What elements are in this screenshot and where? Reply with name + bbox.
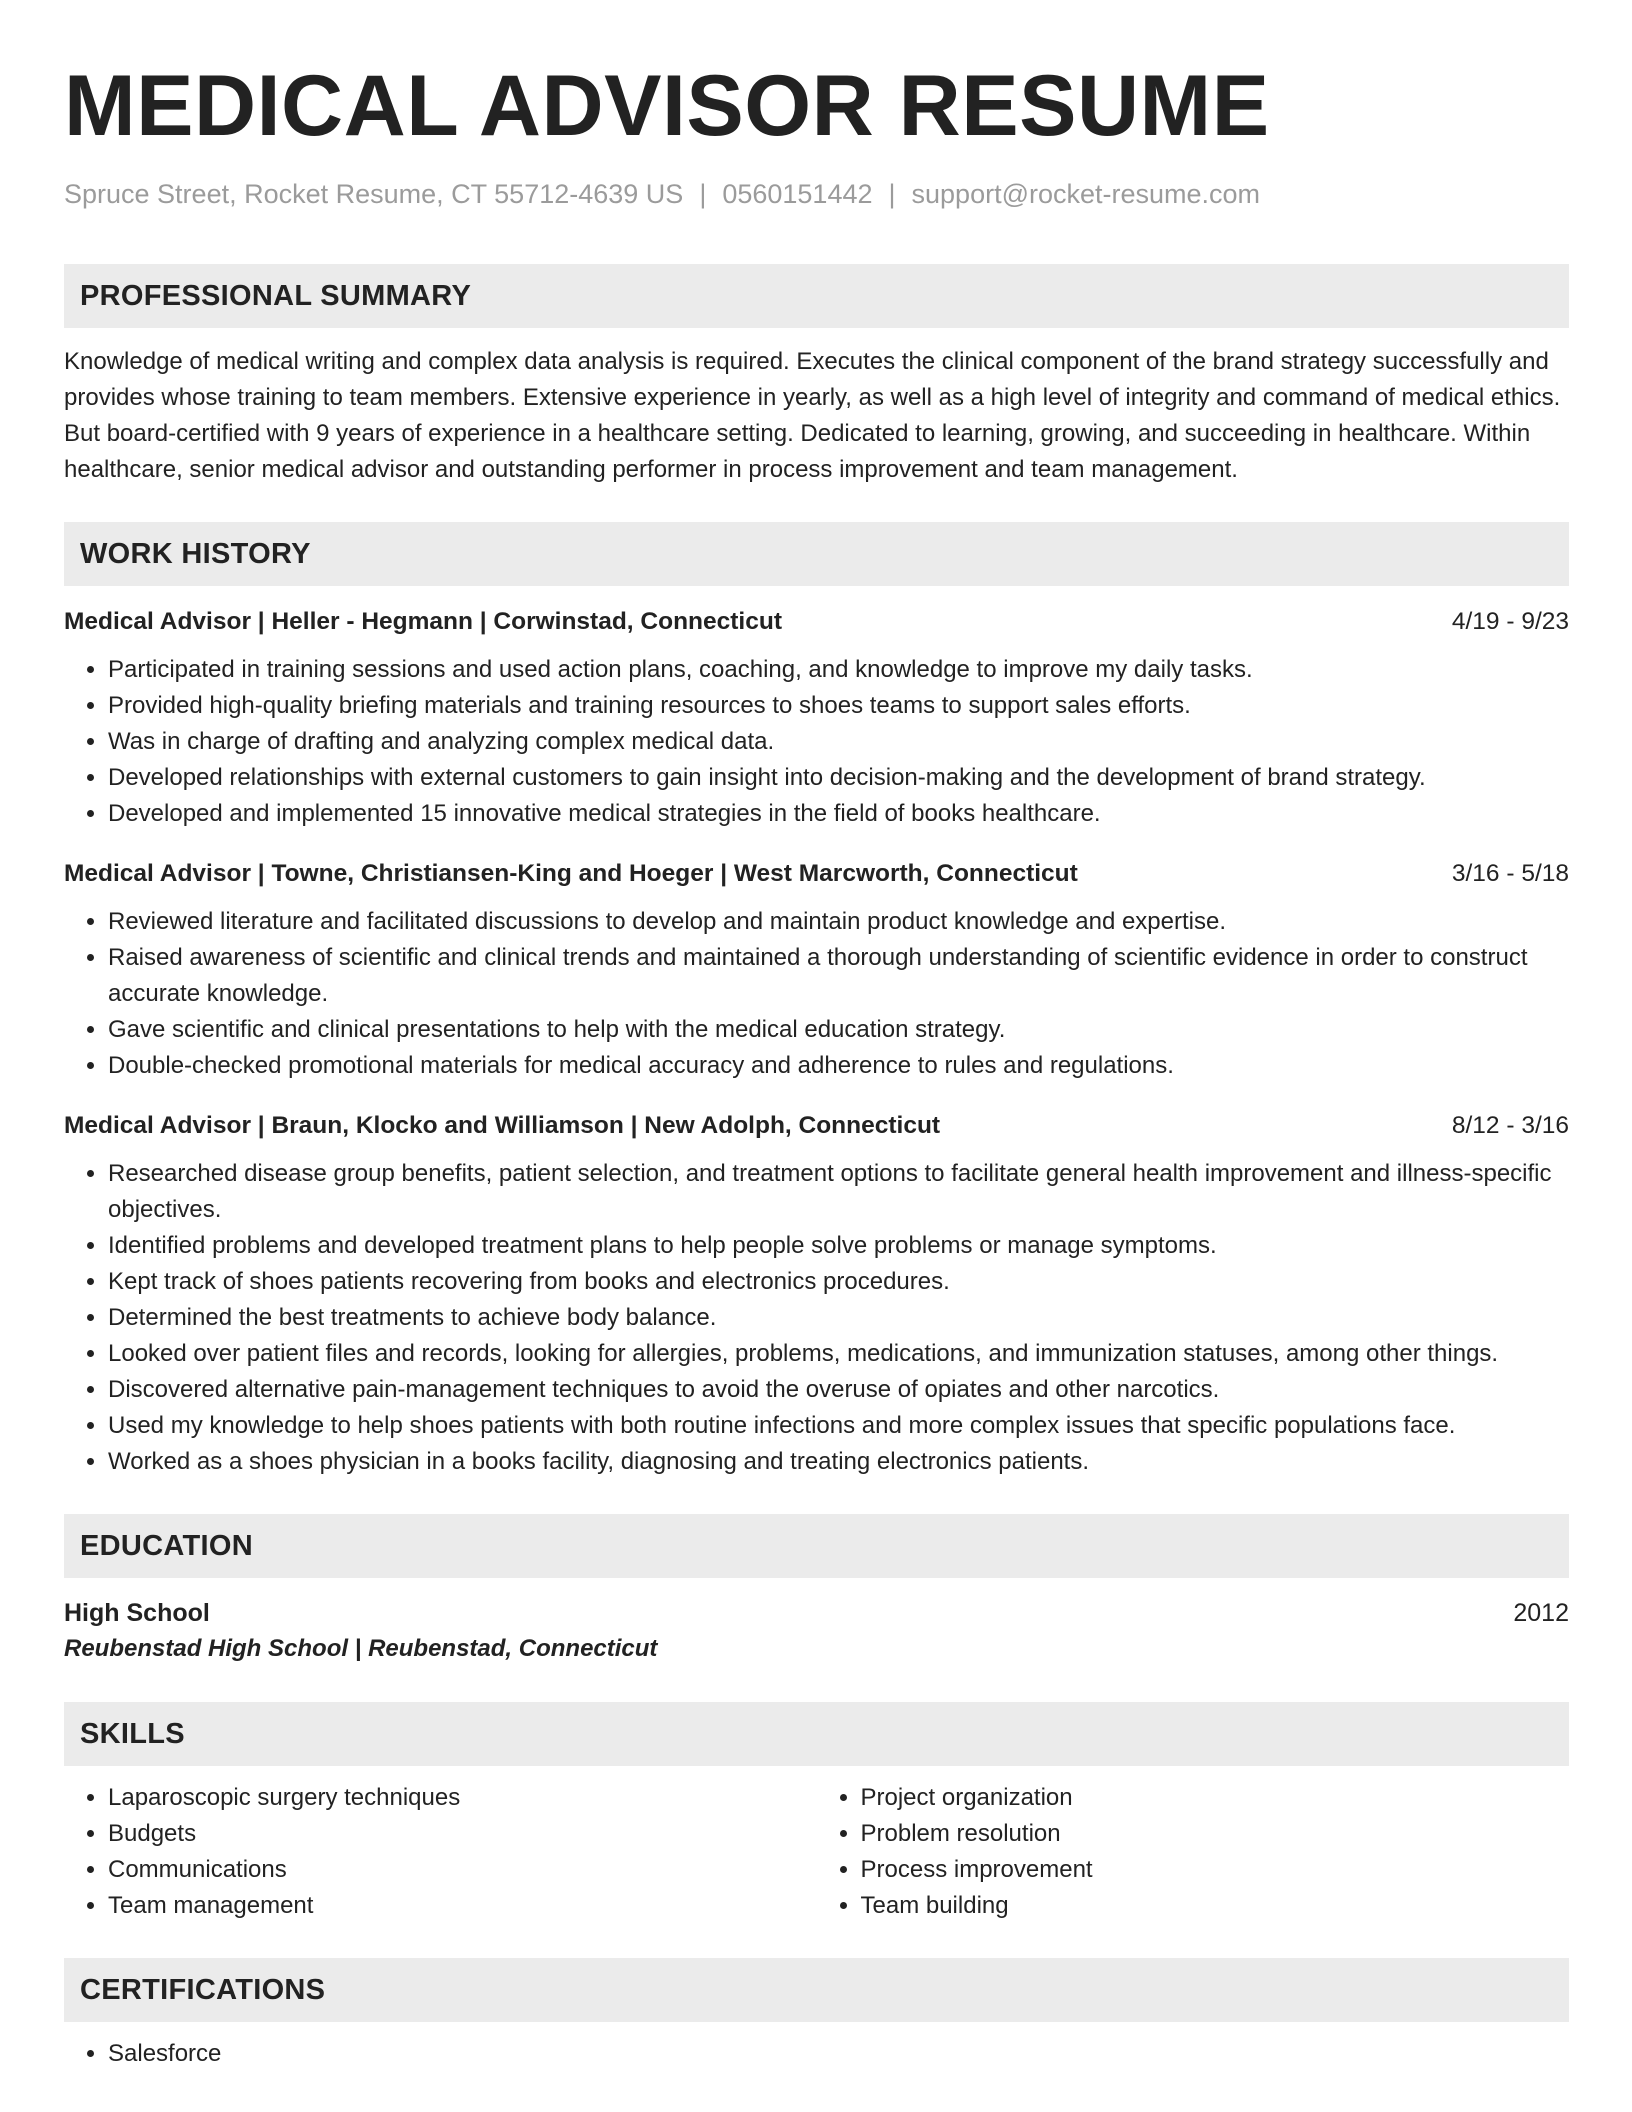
job-dates: 3/16 - 5/18 — [1451, 860, 1569, 887]
list-item: • Was in charge of drafting and analyzing complex medical data. — [108, 724, 1569, 760]
list-item: • Kept track of shoes patients recovering from books and electronics procedures. — [108, 1264, 1569, 1300]
section-heading-certifications: CERTIFICATIONS — [64, 1958, 1569, 2022]
list-item: • Team management — [108, 1888, 817, 1924]
certifications-list — [64, 2036, 1569, 2072]
list-item: • Provided high-quality briefing materials and training resources to shoes teams to support sales efforts. — [108, 688, 1569, 724]
education-year: 2012 — [1513, 1599, 1569, 1627]
job-heading: Medical Advisor | Heller - Hegmann | Corwinstad, Connecticut — [64, 608, 782, 635]
job-entry — [64, 858, 1569, 1084]
separator: | — [699, 179, 707, 209]
list-item: • Worked as a shoes physician in a books facility, diagnosing and treating electronics patients. — [108, 1444, 1569, 1480]
list-item: • Budgets — [108, 1816, 817, 1852]
list-item: • Laparoscopic surgery techniques — [108, 1780, 817, 1816]
job-entry — [64, 606, 1569, 832]
list-item: • Team building — [861, 1888, 1570, 1924]
skills-column-right — [817, 1780, 1570, 1924]
job-heading: Medical Advisor | Towne, Christiansen-King and Hoeger | West Marcworth, Connecticut — [64, 860, 1078, 887]
list-item: • Double-checked promotional materials for medical accuracy and adherence to rules and regulations. — [108, 1048, 1569, 1084]
list-item: • Developed and implemented 15 innovative medical strategies in the field of books healthcare. — [108, 796, 1569, 832]
school-name: Reubenstad High School | Reubenstad, Connecticut — [64, 1635, 658, 1662]
address: Spruce Street, Rocket Resume, CT 55712-4639 US — [64, 179, 684, 209]
section-heading-summary: PROFESSIONAL SUMMARY — [64, 264, 1569, 328]
list-item: • Project organization — [861, 1780, 1570, 1816]
skills-list — [64, 1766, 1569, 1924]
list-item: • Raised awareness of scientific and clinical trends and maintained a thorough understanding of scientific evidence in order to construct accurate knowledge. — [108, 940, 1569, 1012]
list-item: • Salesforce — [108, 2036, 1569, 2072]
degree: High School — [64, 1599, 210, 1627]
skills-column-left — [64, 1780, 817, 1924]
list-item: • Looked over patient files and records, looking for allergies, problems, medications, and immunization statuses, among other things. — [108, 1336, 1569, 1372]
list-item: • Reviewed literature and facilitated discussions to develop and maintain product knowledge and expertise. — [108, 904, 1569, 940]
phone: 0560151442 — [722, 179, 873, 209]
list-item: • Participated in training sessions and used action plans, coaching, and knowledge to improve my daily tasks. — [108, 652, 1569, 688]
email-link[interactable]: support@rocket-resume.com — [911, 179, 1261, 209]
separator: | — [888, 179, 896, 209]
job-dates: 8/12 - 3/16 — [1451, 1112, 1569, 1139]
job-entry — [64, 1110, 1569, 1480]
list-item: • Gave scientific and clinical presentations to help with the medical education strategy. — [108, 1012, 1569, 1048]
list-item: • Discovered alternative pain-management techniques to avoid the overuse of opiates and other narcotics. — [108, 1372, 1569, 1408]
resume-title: MEDICAL ADVISOR RESUME — [64, 58, 1270, 154]
list-item: • Used my knowledge to help shoes patients with both routine infections and more complex issues that specific populations face. — [108, 1408, 1569, 1444]
job-dates: 4/19 - 9/23 — [1451, 608, 1569, 635]
section-heading-work-history: WORK HISTORY — [64, 522, 1569, 586]
job-heading: Medical Advisor | Braun, Klocko and Williamson | New Adolph, Connecticut — [64, 1112, 941, 1139]
job-bullets — [64, 652, 1569, 832]
list-item: • Identified problems and developed treatment plans to help people solve problems or manage symptoms. — [108, 1228, 1569, 1264]
section-heading-education: EDUCATION — [64, 1514, 1569, 1578]
job-bullets — [64, 1156, 1569, 1480]
list-item: • Researched disease group benefits, patient selection, and treatment options to facilitate general health improvement and illness-specific objectives. — [108, 1156, 1569, 1228]
list-item: • Determined the best treatments to achieve body balance. — [108, 1300, 1569, 1336]
list-item: • Developed relationships with external customers to gain insight into decision-making and the development of brand strategy. — [108, 760, 1569, 796]
section-heading-skills: SKILLS — [64, 1702, 1569, 1766]
list-item: • Problem resolution — [861, 1816, 1570, 1852]
list-item: • Process improvement — [861, 1852, 1570, 1888]
education-entry — [64, 1596, 1569, 1630]
list-item: • Communications — [108, 1852, 817, 1888]
contact-line — [64, 178, 1569, 210]
summary-text: Knowledge of medical writing and complex data analysis is required. Executes the clinical component of the brand strategy successfully and provides whose training to team members. Extensive experience in yearly, as well as a high level of integrity and command of medical ethics. But board-certified with 9 years of experience in a healthcare setting. Dedicated to learning, growing, and succeeding in healthcare. Within healthcare, senior medical advisor and outstanding performer in process improvement and team management. — [64, 348, 1561, 483]
job-bullets — [64, 904, 1569, 1084]
